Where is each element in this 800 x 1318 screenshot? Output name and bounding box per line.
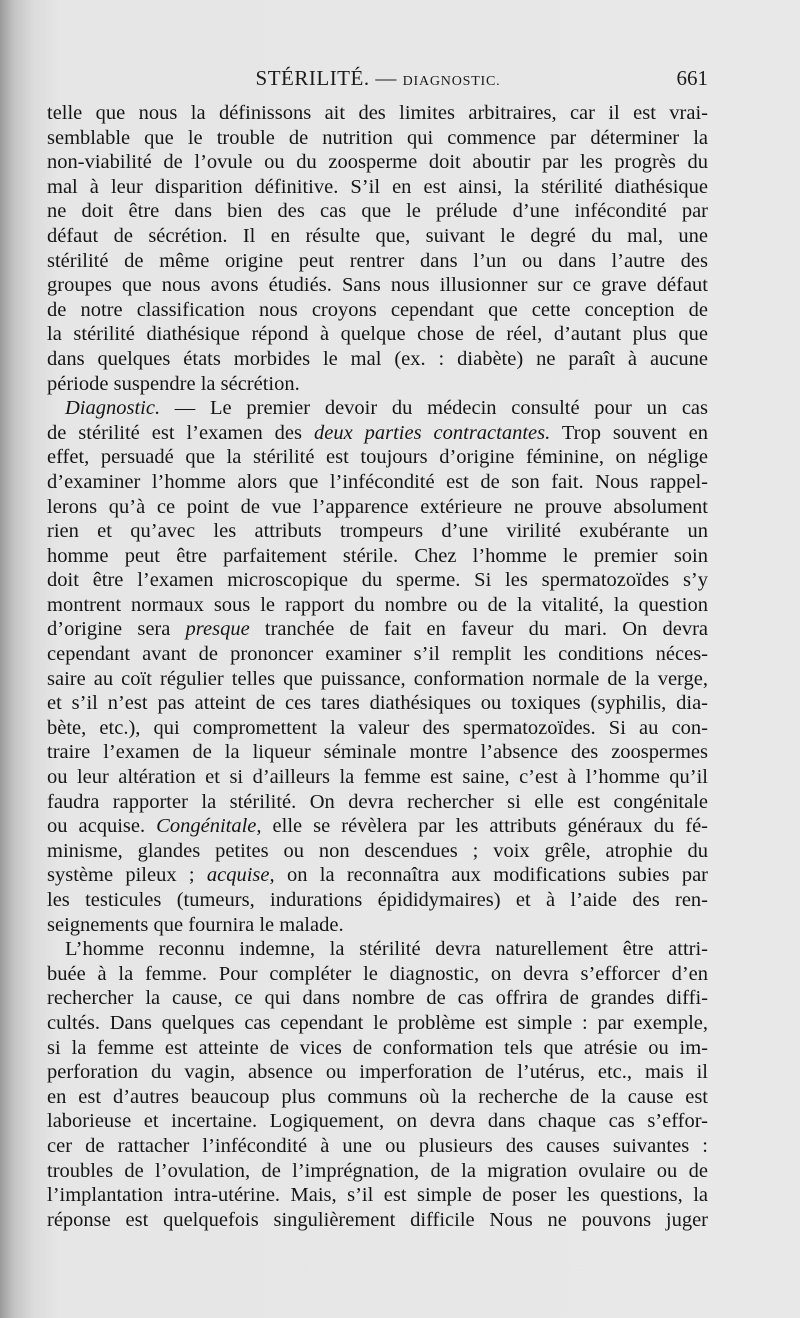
text-line: cultés. Dans quelques cas cependant le problème est simple : par exemple, [47,1011,708,1034]
italic-term: deux parties contractantes. [313,421,551,444]
text-line: de notre classification nous croyons cependant que cette conception de [47,298,708,321]
text-line: réponse est quelquefois singulièrement difficile Nous ne pouvons juger [47,1208,708,1231]
text-line: si la femme est atteinte de vices de conformation tels que atrésie ou im- [47,1036,708,1059]
text-line: dans quelques états morbides le mal (ex. : diabète) ne paraît à aucune [47,347,708,370]
text-line: non-viabilité de l’ovule ou du zoosperme doit aboutir par les progrès du [47,151,708,174]
text-line: rien et qu’avec les attributs trompeurs d’une virilité exubérante un [47,520,708,543]
text-segment: elle se révèlera par les attributs généraux du fé- [261,815,708,838]
body-text [47,101,708,1232]
text-line: doit être l’examen microscopique du sperme. Si les spermatozoïdes s’y [47,569,708,592]
text-segment: — Le premier devoir du médecin consulté pour un cas [160,397,708,420]
text-line [47,863,708,888]
text-line: ou leur altération et si d’ailleurs la femme est saine, c’est à l’homme qu’il [47,766,708,789]
text-line: l’implantation intra-utérine. Mais, s’il est simple de poser les questions, la [47,1184,708,1207]
text-line: ne doit être dans bien des cas que le prélude d’une infécondité par [47,200,708,223]
text-line: les testicules (tumeurs, indurations épididymaires) et à l’aide des ren- [47,889,708,911]
text-segment: Trop souvent en [550,421,708,444]
text-line: homme peut être parfaitement stérile. Chez l’homme le premier soin [47,544,708,567]
text-segment: on la reconnaîtra aux modifications subies par [274,864,708,887]
text-line: perforation du vagin, absence ou imperforation de l’utérus, etc., mais il [47,1061,708,1084]
italic-term: acquise, [206,864,275,887]
text-line: buée à la femme. Pour compléter le diagnostic, on devra s’efforcer d’en [47,962,708,985]
text-segment: système pileux ; [47,864,207,887]
text-line: la stérilité diathésique répond à quelque chose de réel, d’autant plus que [47,323,708,346]
text-line: laborieuse et incertaine. Logiquement, on devra dans chaque cas s’effor- [47,1110,708,1133]
page-number: 661 [676,66,708,90]
text-segment: tranchée de fait en faveur du mari. On devra [249,618,708,641]
text-line: cependant avant de prononcer examiner s’il remplit les conditions néces- [47,643,708,666]
text-line: semblable que le trouble de nutrition qui commence par déterminer la [47,126,708,149]
text-line: bète, etc.), qui compromettent la valeur des spermatozoïdes. Si au con- [47,716,708,739]
text-line [47,617,708,642]
text-line: mal à leur disparition définitive. S’il en est ainsi, la stérilité diathésique [47,175,708,198]
text-line: groupes que nous avons étudiés. Sans nous illusionner sur ce grave défaut [47,274,708,297]
text-line: et s’il n’est pas atteint de ces tares diathésiques ou toxiques (syphilis, dia- [47,692,708,715]
text-segment: de stérilité est l’examen des [47,421,314,444]
text-line: en est d’autres beaucoup plus communs où la recherche de la cause est [47,1085,708,1108]
text-line: troubles de l’ovulation, de l’imprégnation, de la migration ovulaire ou de [47,1159,708,1182]
text-line: stérilité de même origine peut rentrer dans l’un ou dans l’autre des [47,249,708,272]
text-line: rechercher la cause, ce qui dans nombre de cas offrira de grandes diffi- [47,987,708,1010]
text-line [47,396,708,421]
text-line: montrent normaux sous le rapport du nombre ou de la vitalité, la question [47,593,708,616]
text-segment: d’origine sera [47,618,186,641]
text-line: d’examiner l’homme alors que l’infécondité est de son fait. Nous rappel- [47,470,708,493]
italic-term: Diagnostic. [65,397,161,420]
text-line: minisme, glandes petites ou non descendues ; voix grêle, atrophie du [47,839,708,862]
text-line: lerons qu’à ce point de vue l’apparence extérieure ne prouve absolument [47,495,708,518]
text-line: faudra rapporter la stérilité. On devra rechercher si elle est congénitale [47,790,708,813]
text-line: traire l’examen de la liqueur séminale montre l’absence des zoospermes [47,741,708,764]
running-title [48,66,708,91]
text-line: effet, persuadé que la stérilité est toujours d’origine féminine, on néglige [47,446,708,469]
text-line: L’homme reconnu indemne, la stérilité devra naturellement être attri- [65,938,708,961]
text-segment: ou acquise. [47,815,157,838]
italic-term: Congénitale, [156,815,262,838]
running-title-main: STÉRILITÉ. — [255,66,403,90]
text-line: période suspendre la sécrétion. [47,372,300,395]
text-line [47,421,708,446]
text-line: saire au coït régulier telles que puissance, conformation normale de la verge, [47,667,708,690]
text-line: telle que nous la définissons ait des limites arbitraires, car il est vrai- [47,102,708,124]
text-line [47,814,708,839]
running-title-section: DIAGNOSTIC. [402,74,501,89]
text-line: seignements que fournira le malade. [47,913,344,936]
text-line: cer de rattacher l’infécondité à une ou plusieurs des causes suivantes : [47,1134,708,1157]
italic-term: presque [185,618,250,641]
running-header [48,64,708,96]
text-line: défaut de sécrétion. Il en résulte que, suivant le degré du mal, une [47,224,708,247]
